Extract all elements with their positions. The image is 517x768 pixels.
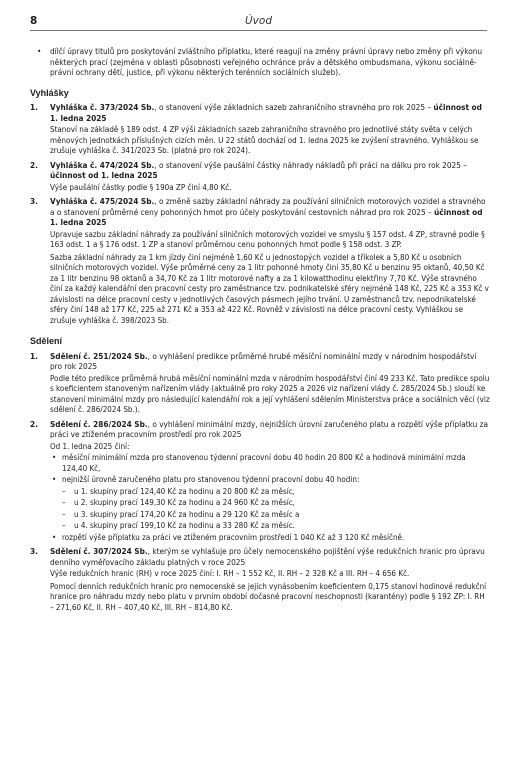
item-number: 1. <box>30 350 38 361</box>
sub-list-item <box>50 521 490 532</box>
item-title-strong: Vyhláška č. 373/2024 Sb. <box>50 102 155 112</box>
list-item <box>50 475 490 486</box>
item-title-strong: Vyhláška č. 474/2024 Sb. <box>50 159 155 170</box>
dash-marker: – <box>62 498 66 507</box>
item-title-strong: Vyhláška č. 475/2024 Sb. <box>50 196 155 206</box>
running-header <box>30 13 487 31</box>
item-paragraph: Upravuje sazbu základní náhrady za používání silničních motorových vozidel ve smyslu § 157 odst. 4 ZP, stravné podle § 163 odst. 1 a § 176 odst. 1 ZP a stanoví průměrnou cenu pohonných hmot podle § 158 odst. 3 ZP. <box>50 229 485 249</box>
item-effective: účinnost od 1. ledna 2025 <box>50 102 482 123</box>
sdeleni-item <box>30 546 490 613</box>
sub-list-item-text: u 1. skupiny prací 124,40 Kč za hodinu a 20 800 Kč za měsíc, <box>74 486 295 496</box>
sub-list-item-text: u 2. skupiny prací 149,30 Kč za hodinu a 24 960 Kč za měsíc, <box>74 498 295 507</box>
section-heading-sdeleni: Sdělení <box>30 336 63 346</box>
item-number: 1. <box>30 102 38 112</box>
item-title <box>50 102 490 123</box>
sub-list-item <box>50 510 490 521</box>
item-number: 2. <box>30 159 38 170</box>
list-item-text: rozpětí výše příplatku za práci ve ztíženém pracovním prostředí 1 040 Kč až 3 120 Kč měsíčně. <box>62 532 405 542</box>
dash-marker: – <box>62 521 66 530</box>
header-rule <box>30 30 487 31</box>
bullet-marker: • <box>52 475 57 484</box>
running-title: Úvod <box>245 15 272 27</box>
sdeleni-item <box>30 419 490 544</box>
section-heading-vyhlasky: Vyhlášky <box>30 87 69 98</box>
sdeleni-item <box>30 351 490 416</box>
bullet-marker: • <box>52 453 57 462</box>
item-title-strong: Sdělení č. 251/2024 Sb. <box>50 350 148 361</box>
list-item-text: měsíční minimální mzda pro stanovenou týdenní pracovní dobu 40 hodin 20 800 Kč a hodinová minimální mzda 124,40 Kč, <box>62 453 466 473</box>
list-item <box>50 453 490 474</box>
vyhlaska-item <box>30 160 490 194</box>
sub-list-item <box>50 498 490 509</box>
item-title <box>50 160 490 181</box>
item-paragraph: Výše redukčních hranic (RH) v roce 2025 činí: I. RH – 1 552 Kč, II. RH – 2 328 Kč a III. RH – 4 656 Kč. <box>50 569 410 578</box>
item-title-strong: Sdělení č. 286/2024 Sb. <box>50 418 148 429</box>
intro-bullet <box>30 46 490 78</box>
vyhlaska-item <box>30 196 490 326</box>
item-number: 3. <box>30 196 38 206</box>
sub-list-item-text: u 4. skupiny prací 199,10 Kč za hodinu a 33 280 Kč za měsíc. <box>74 521 295 530</box>
item-effective: účinnost od 1. ledna 2025 <box>50 170 158 180</box>
item-title-rest: , o vyhlášení minimální mzdy, nejnižších úrovní zaručeného platu a rozpětí výše příplatku za práci ve ztíženém pracovním prostředí pro rok 2025 <box>50 418 489 439</box>
item-title <box>50 546 490 567</box>
item-title-rest: , o stanovení výše paušální částky náhrady nákladů při práci na dálku pro rok 2025 – <box>154 159 467 170</box>
bullet-marker: • <box>37 46 42 56</box>
sub-list-item-text: u 3. skupiny prací 174,20 Kč za hodinu a 29 120 Kč za měsíc a <box>74 509 300 519</box>
list-item-text: nejnižší úrovně zaručeného platu pro stanovenou týdenní pracovní dobu 40 hodin: <box>62 475 360 484</box>
page-number: 8 <box>30 15 38 27</box>
item-title <box>50 196 490 228</box>
item-paragraph: Výše paušální částky podle § 190a ZP činí 4,80 Kč. <box>50 182 232 192</box>
page-body <box>30 46 490 616</box>
dash-marker: – <box>62 486 66 496</box>
item-number: 3. <box>30 546 38 556</box>
item-paragraph: Stanoví na základě § 189 odst. 4 ZP výši základních sazeb zahraničního stravného pro jednotlivé státy světa v celých měnových jednotkách příslušných cizích měn. U 22 států dochází od 1. ledna 2025 ke zvýšení stravného. Vyhláškou se zrušuje vyhláška č. 341/2023 Sb. (platná pro rok 2024). <box>50 125 479 155</box>
item-paragraph: Pomocí denních redukčních hranic pro nemocenské se jejich vynásobením koeficientem 0,175 stanoví hodinové redukční hranice pro náhradu mzdy nebo platu v prvním období dočasné pracovní neschopnosti (karantény) podle § 192 ZP: I. RH – 271,60 Kč, II. RH – 407,40 Kč, III. RH – 814,80 Kč. <box>50 581 487 612</box>
item-lead: Od 1. ledna 2025 činí: <box>50 441 130 451</box>
dash-marker: – <box>62 509 66 519</box>
item-paragraph: Sazba základní náhrady za 1 km jízdy činí nejméně 1,60 Kč u jednostopých vozidel a tříkolek a 5,80 Kč u osobních silničních motorových vozidel. Výše průměrné ceny za 1 litr pohonné hmoty činí 35,80 Kč u benzinu 95 oktanů, 40,50 Kč za 1 litr benzinu 98 oktanů a 34,70 Kč za 1 litr motorové nafty a za 1 kilowatthodinu elektřiny 7,70 Kč. Výše stravného činí za každý kalendářní den pracovní cesty pro zaměstnance tzv. podnikatelské sféry nejméně 148 Kč, 225 Kč a 353 Kč v závislosti na délce pracovní cesty v jednotlivých časových pásmech jejího trvání. U zaměstnanců tzv. nepodnikatelské sféry činí 148 až 177 Kč, 225 až 271 Kč a 353 až 422 Kč. Rovněž v závislosti na délce pracovní cesty. Vyhláškou se zrušuje vyhláška č. 398/2023 Sb. <box>50 252 489 325</box>
list-item <box>50 533 490 544</box>
item-title <box>50 419 490 440</box>
item-title-rest: , kterým se vyhlašuje pro účely nemocenského pojištění výše redukčních hranic pro úpravu denního vyměřovacího základu platných v roce 2025 <box>50 546 485 567</box>
item-effective: účinnost od 1. ledna 2025 <box>50 206 483 227</box>
item-paragraph: Podle této predikce průměrná hrubá měsíční nominální mzda v národním hospodářství činí 49 233 Kč. Tato predikce spolu s koeficientem stanoveným nařízením vlády (aktuálně pro roky 2025 a 2026 viz nařízení vlády č. 285/2024 Sb.) slouží ke stanovení minimální mzdy pro následující kalendářní rok a její vyhlášení sdělením Ministerstva práce a sociálních věcí (viz sdělení č. 286/2024 Sb.). <box>50 373 490 414</box>
item-title-rest: , o změně sazby základní náhrady za používání silničních motorových vozidel a stravného a o stanovení průměrné ceny pohonných hmot pro účely poskytování cestovních náhrad pro rok 2025 – <box>50 196 486 217</box>
intro-bullet-text: dílčí úpravy titulů pro poskytování zvláštního příplatku, které reagují na změny právní úpravy nebo změny při výkonu některých prací (zejména v oblasti působnosti veřejného ochránce práv a dětského ombudsmana, výkonu sociálně-právní ochrany dětí, justice, při výkonu některých terénních sociálních služeb). <box>50 46 483 77</box>
item-title <box>50 351 490 372</box>
item-number: 2. <box>30 418 38 429</box>
item-title-strong: Sdělení č. 307/2024 Sb. <box>50 546 148 556</box>
sub-list-item <box>50 487 490 498</box>
item-title-rest: , o vyhlášení predikce průměrné hrubé měsíční nominální mzdy v národním hospodářství pro rok 2025 <box>50 350 477 371</box>
vyhlaska-item <box>30 102 490 157</box>
bullet-marker: • <box>52 532 57 542</box>
item-title-rest: , o stanovení výše základních sazeb zahraničního stravného pro rok 2025 – <box>154 102 434 112</box>
